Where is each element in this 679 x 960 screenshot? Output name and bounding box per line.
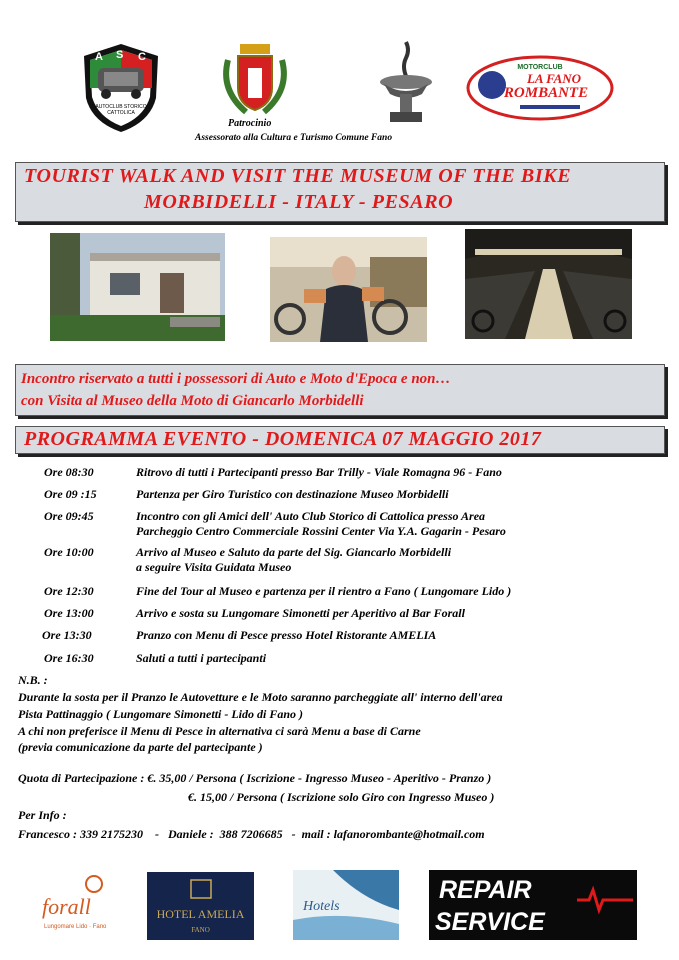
schedule-time: Ore 09:45 [44, 509, 94, 523]
svg-text:ROMBANTE: ROMBANTE [503, 85, 589, 101]
notes-line-2: Pista Pattinaggio ( Lungomare Simonetti - Lido di Fano ) [18, 707, 304, 721]
info-contacts-line: Francesco : 339 2175230 - Daniele : 388 7206685 - mail : lafanorombante@hotmail.com [18, 827, 485, 841]
svg-text:LA FANO: LA FANO [526, 71, 582, 86]
programma-title: PROGRAMMA EVENTO - DOMENICA 07 MAGGIO 2017 [24, 428, 542, 450]
giancarlo-morbidelli-photo [270, 237, 427, 342]
notes-line-1: Durante la sosta per il Pranzo le Autovetture e le Moto saranno parcheggiate all' interno dell'area [18, 690, 503, 704]
fano-coat-of-arms [216, 40, 294, 120]
info-line-2: con Visita al Museo della Moto di Giancarlo Morbidelli [21, 393, 364, 409]
schedule-text: Partenza per Giro Turistico con destinazione Museo Morbidelli [136, 487, 449, 501]
asc-letter-a: A [95, 51, 103, 63]
schedule-text: Parcheggio Centro Commerciale Rossini Center Via Y.A. Gagarin - Pesaro [136, 524, 506, 538]
schedule-text: Arrivo al Museo e Saluto da parte del Sig. Giancarlo Morbidelli [136, 545, 452, 559]
notes-line-4: (previa comunicazione da parte del partecipante ) [18, 740, 263, 754]
svg-text:AUTOCLUB STORICO: AUTOCLUB STORICO [95, 104, 147, 110]
info-contacts-label: Per Info : [18, 808, 67, 822]
notes-nb: N.B. : [18, 673, 48, 687]
schedule-time: Ore 09 :15 [44, 487, 97, 501]
title-line-2: MORBIDELLI - ITALY - PESARO [144, 191, 454, 213]
schedule-text: Fine del Tour al Museo e partenza per il rientro a Fano ( Lungomare Lido ) [136, 584, 512, 598]
svg-text:HOTEL AMELIA: HOTEL AMELIA [156, 907, 245, 921]
museum-hall-photo [465, 229, 632, 339]
svg-text:FANO: FANO [191, 926, 210, 934]
schedule-text: Incontro con gli Amici dell' Auto Club Storico di Cattolica presso Area [136, 509, 486, 523]
svg-text:forall: forall [42, 894, 91, 919]
title-line-1: TOURIST WALK AND VISIT THE MUSEUM OF THE BIKE [24, 165, 572, 187]
svg-text:SERVICE: SERVICE [435, 908, 545, 936]
schedule-time: Ore 13:30 [42, 628, 92, 642]
motorclub-fano-rombante-logo [466, 55, 614, 121]
repair-service-logo [429, 870, 637, 940]
schedule-text: Saluti a tutti i partecipanti [136, 651, 267, 665]
assessorato-label: Assessorato alla Cultura e Turismo Comune Fano [195, 133, 393, 143]
title-box [15, 162, 665, 222]
info-line-1: Incontro riservato a tutti i possessori di Auto e Moto d'Epoca e non… [21, 371, 451, 387]
schedule-text: Ritrovo di tutti i Partecipanti presso Bar Trilly - Viale Romagna 96 - Fano [136, 465, 502, 479]
schedule-text: a seguire Visita Guidata Museo [136, 560, 292, 574]
hotels-logo [293, 870, 399, 940]
svg-text:Lungomare Lido · Fano: Lungomare Lido · Fano [44, 924, 107, 930]
museum-building-photo [50, 233, 225, 341]
svg-text:Hotels: Hotels [303, 899, 340, 914]
info-box [15, 364, 665, 416]
svg-text:S: S [116, 49, 124, 61]
asc-logo [80, 42, 162, 134]
schedule-time: Ore 13:00 [44, 606, 94, 620]
quota-line-2: €. 15,00 / Persona ( Iscrizione solo Giro con Ingresso Museo ) [188, 790, 495, 804]
patrocinio-label: Patrocinio [228, 118, 272, 129]
svg-text:REPAIR: REPAIR [439, 876, 532, 904]
schedule-time: Ore 16:30 [44, 651, 94, 665]
schedule-time: Ore 08:30 [44, 465, 94, 479]
hotel-amelia-logo [147, 872, 254, 940]
schedule-time: Ore 10:00 [44, 545, 94, 559]
schedule-text: Arrivo e sosta su Lungomare Simonetti per Aperitivo al Bar Forall [136, 606, 465, 620]
quota-line-1: Quota di Partecipazione : €. 35,00 / Persona ( Iscrizione - Ingresso Museo - Aperitivo - Pranzo ) [18, 771, 492, 785]
forall-logo [38, 872, 122, 934]
svg-text:CATTOLICA: CATTOLICA [107, 110, 135, 116]
schedule-time: Ore 12:30 [44, 584, 94, 598]
notes-line-3: A chi non preferisce il Menu di Pesce in alternativa ci sarà Menu a base di Carne [18, 724, 421, 738]
fountain-logo [376, 38, 436, 126]
schedule-text: Pranzo con Menu di Pesce presso Hotel Ristorante AMELIA [136, 628, 437, 642]
programma-box [15, 426, 665, 454]
svg-text:MOTORCLUB: MOTORCLUB [517, 64, 563, 71]
svg-text:C: C [138, 51, 146, 63]
